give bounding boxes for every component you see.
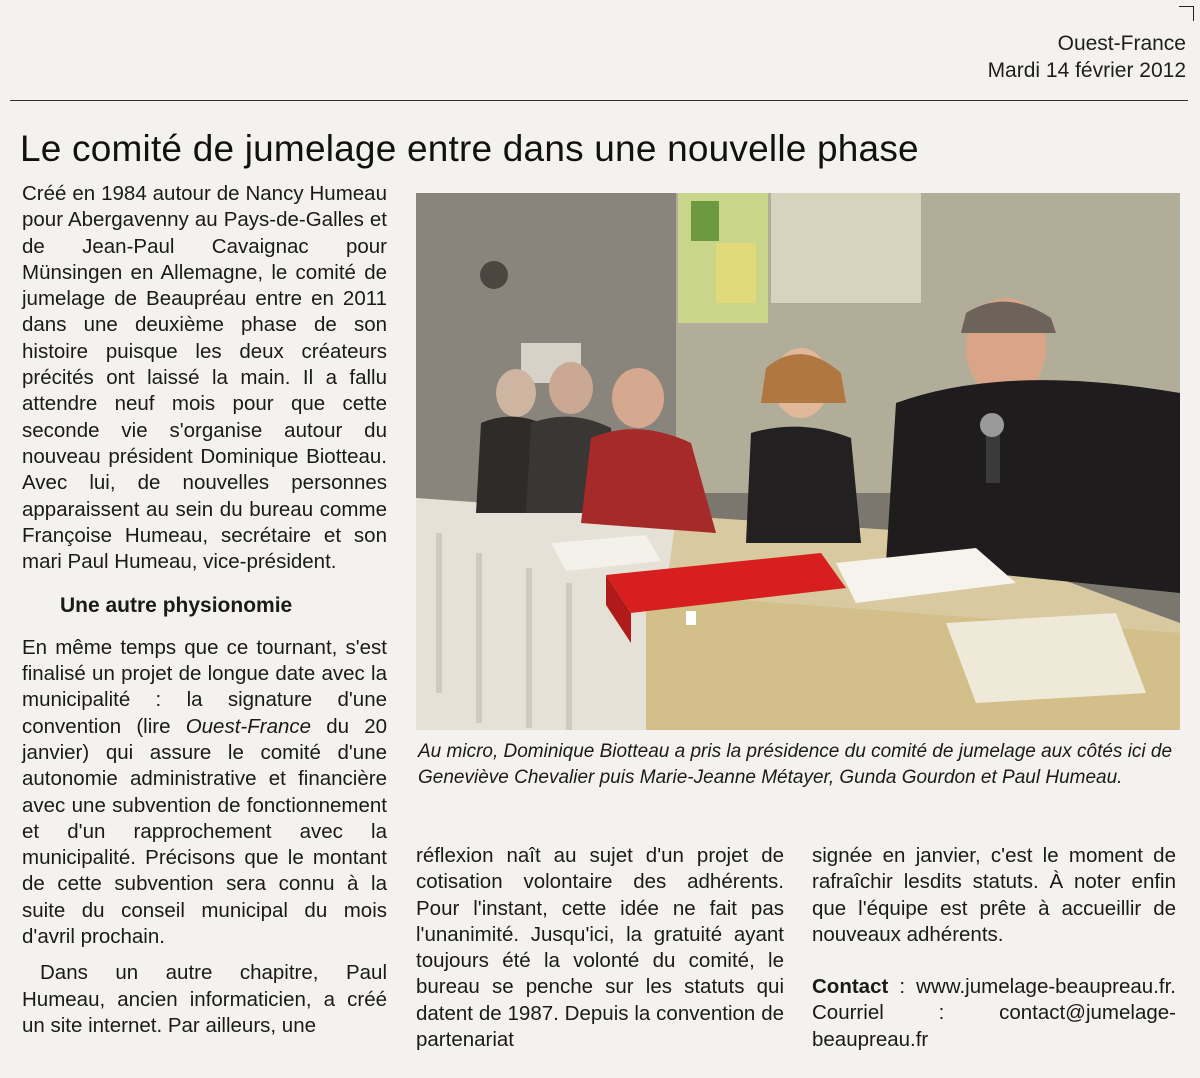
masthead	[988, 30, 1186, 84]
newspaper-name: Ouest-France	[1057, 32, 1186, 55]
article-column-3	[812, 843, 1176, 1053]
paragraph-convention	[22, 635, 387, 951]
article-headline: Le comité de jumelage entre dans une nouvelle phase	[20, 128, 919, 169]
paragraph-cotisation: réflexion naît au sujet d'un projet de cotisation volontaire des adhérents. Pour l'instant, cette idée ne fait pas l'unanimité. Jusqu'ici, la gratuité ayant toujours été la volonté du comité, le bureau se penche sur les statuts qui datent de 1987. Depuis la convention de partenariat	[416, 844, 784, 1052]
paragraph-website: Dans un autre chapitre, Paul Humeau, ancien informaticien, a créé un site internet. Par ailleurs, une	[22, 961, 387, 1037]
crop-mark	[1179, 6, 1194, 21]
contact-label: Contact	[812, 975, 889, 999]
photo-caption: Au micro, Dominique Biotteau a pris la présidence du comité de jumelage aux côtés ici de Geneviève Chevalier puis Marie-Jeanne Métayer, Gunda Gourdon et Paul Humeau.	[418, 741, 1173, 788]
paragraph-convention-text-a: En même temps que ce tournant, s'est finalisé un projet de longue date avec la municipalité : la signature d'une convention (lire	[22, 635, 387, 738]
paragraph-convention-text-b: du 20 janvier) qui assure le comité d'une autonomie administrative et financière avec une subvention de fonctionnement et d'un rapprochement avec la municipalité. Précisons que le montant de cette subvention sera connu à la suite du conseil municipal du mois d'avril prochain.	[22, 714, 388, 949]
paragraph-statuts: signée en janvier, c'est le moment de rafraîchir lesdits statuts. À noter enfin que l'équipe est prête à accueillir de nouveaux adhérents.	[812, 844, 1176, 946]
publication-date: Mardi 14 février 2012	[987, 59, 1186, 82]
header-rule	[10, 100, 1188, 101]
article-subhead: Une autre physionomie	[60, 594, 293, 618]
meeting-photo-illustration	[416, 193, 1180, 730]
article-photo	[416, 193, 1180, 730]
contact-details: : www.jumelage-beaupreau.fr. Courriel : contact@jumelage-beaupreau.fr	[812, 975, 1176, 1051]
article-column-1	[22, 181, 387, 1039]
contact-paragraph	[812, 974, 1176, 1053]
newspaper-reference: Ouest-France	[185, 714, 312, 738]
article-column-2	[416, 843, 784, 1053]
intro-paragraph: Créé en 1984 autour de Nancy Humeau pour Abergavenny au Pays-de-Galles et de Jean-Paul Cavaignac pour Münsingen en Allemagne, le comité de jumelage de Beaupréau entre en 2011 dans une deuxième phase de son histoire puisque les deux créateurs précités ont laissé la main. Il a fallu attendre neuf mois pour que cette seconde vie s'organise autour du nouveau président Dominique Biotteau. Avec lui, de nouvelles personnes apparaissent au sein du bureau comme Françoise Humeau, secrétaire et son mari Paul Humeau, vice-président.	[22, 182, 387, 574]
